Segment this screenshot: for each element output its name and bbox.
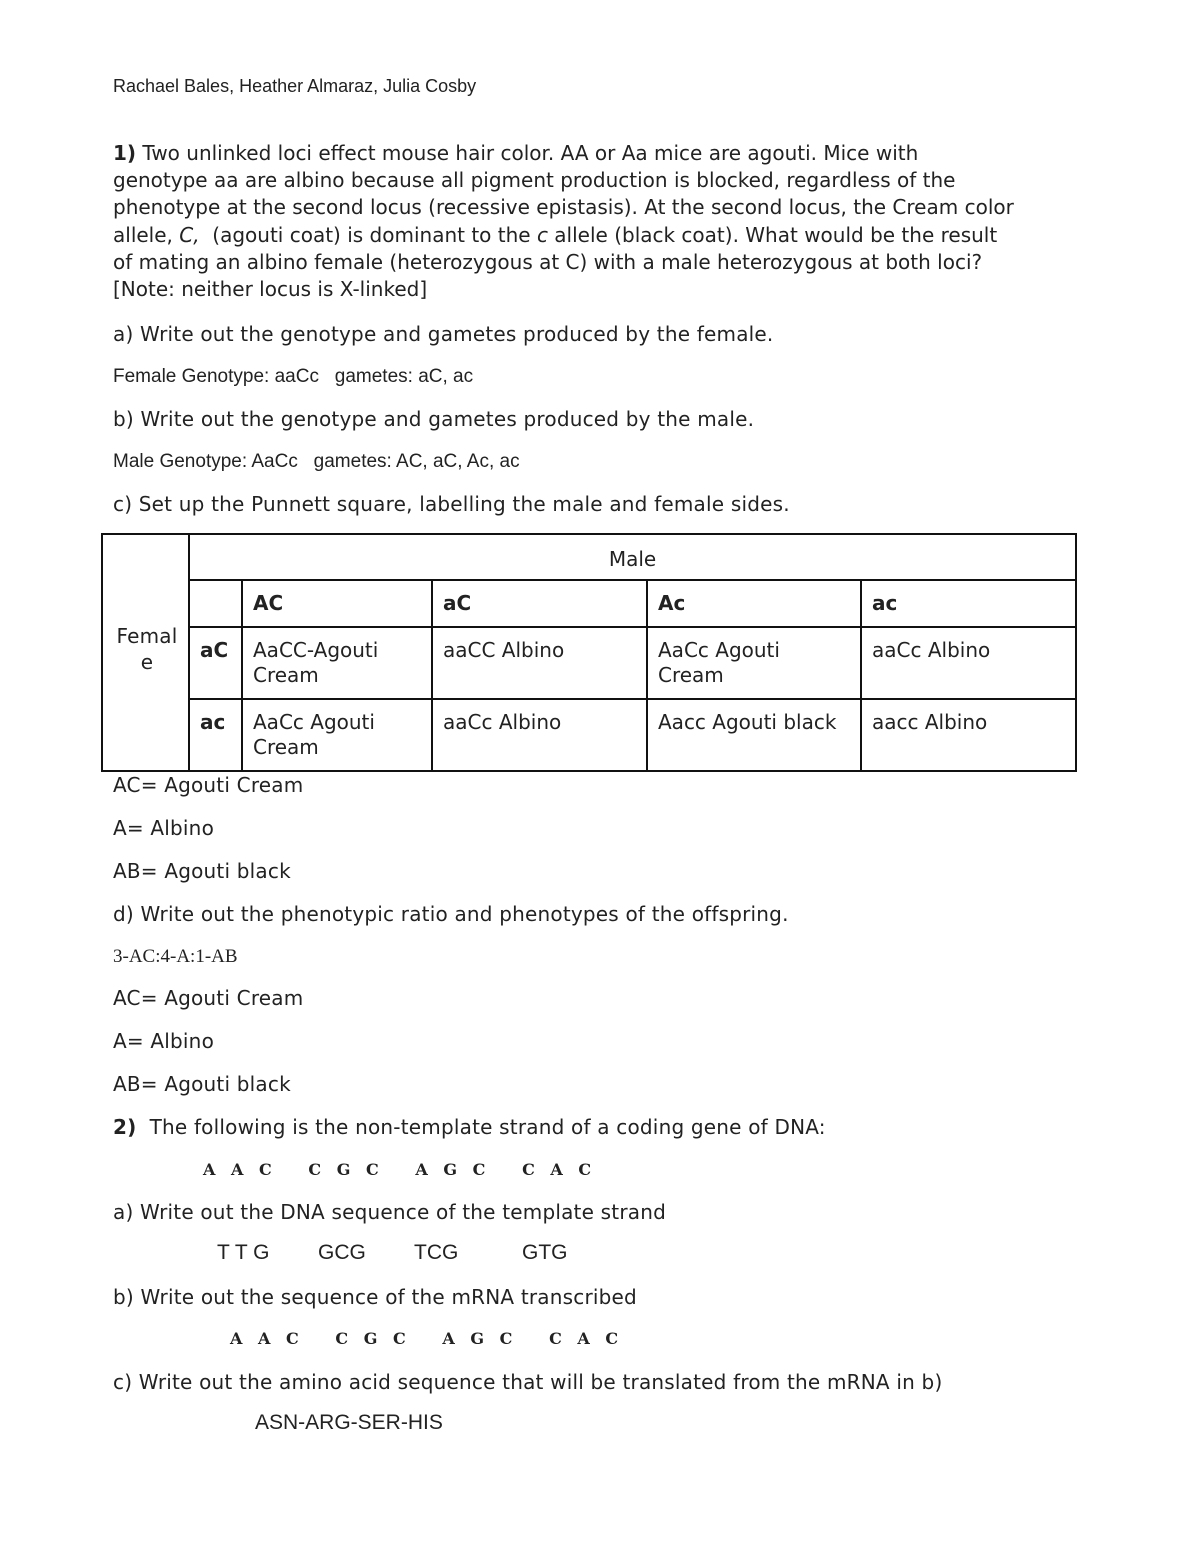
q1-a-prompt: a) Write out the genotype and gametes produced by the female. bbox=[113, 322, 774, 346]
mrna-sequence: A A C C G C A G C C A C bbox=[230, 1329, 624, 1348]
q1-b-answer: Male Genotype: AaCc gametes: AC, aC, Ac, ac bbox=[113, 451, 520, 472]
authors: Rachael Bales, Heather Almaraz, Julia Cosby bbox=[113, 76, 477, 96]
female-gamete-aC: aC bbox=[188, 626, 243, 700]
key-line: AB= Agouti black bbox=[113, 859, 291, 883]
q1-b-prompt: b) Write out the genotype and gametes produced by the male. bbox=[113, 407, 755, 431]
key-line: AB= Agouti black bbox=[113, 1072, 291, 1096]
question-number: 1) bbox=[113, 141, 137, 165]
template-codon: TCG bbox=[414, 1241, 459, 1264]
q1-d-prompt: d) Write out the phenotypic ratio and phenotypes of the offspring. bbox=[113, 902, 789, 926]
dna-strand: A A C C G C A G C C A C bbox=[203, 1160, 597, 1179]
key-line: AC= Agouti Cream bbox=[113, 986, 304, 1010]
punnett-cell: aaCC Albino bbox=[431, 626, 648, 700]
female-gamete-ac: ac bbox=[188, 698, 243, 772]
male-gamete-aC: aC bbox=[431, 579, 648, 628]
question-number: 2) bbox=[113, 1115, 137, 1139]
punnett-cell: AaCC-Agouti Cream bbox=[241, 626, 433, 700]
q2-a-prompt: a) Write out the DNA sequence of the template strand bbox=[113, 1200, 666, 1224]
female-label: Femal e bbox=[116, 624, 178, 674]
male-header: Male bbox=[188, 533, 1077, 581]
amino-acid-sequence: ASN-ARG-SER-HIS bbox=[255, 1411, 443, 1434]
template-codon: T T G bbox=[217, 1241, 270, 1264]
q1-c-prompt: c) Set up the Punnett square, labelling the male and female sides. bbox=[113, 492, 790, 516]
punnett-cell: aaCc Albino bbox=[431, 698, 648, 772]
male-gamete-ac: ac bbox=[860, 579, 1077, 628]
question-2-text: 2) The following is the non-template strand of a coding gene of DNA: bbox=[113, 1115, 826, 1139]
male-gamete-Ac: Ac bbox=[646, 579, 862, 628]
template-codon: GCG bbox=[318, 1241, 366, 1264]
punnett-cell: AaCc Agouti Cream bbox=[646, 626, 862, 700]
q2-b-prompt: b) Write out the sequence of the mRNA transcribed bbox=[113, 1285, 637, 1309]
question-1-text: 1) Two unlinked loci effect mouse hair color. AA or Aa mice are agouti. Mice with genotype aa are albino because all pigment production is blocked, regardless of the phenotype at the second locus (recessive epistasis). At the second locus, the Cream color allele, C, (agouti coat) is dominant to the c allele (black coat). What would be the result of mating an albino female (heterozygous at C) with a male heterozygous at both loci? [Note: neither locus is X-linked] bbox=[113, 141, 1014, 302]
key-line: A= Albino bbox=[113, 816, 214, 840]
q1-a-answer: Female Genotype: aaCc gametes: aC, ac bbox=[113, 366, 474, 387]
punnett-cell: AaCc Agouti Cream bbox=[241, 698, 433, 772]
key-line: A= Albino bbox=[113, 1029, 214, 1053]
punnett-cell: aacc Albino bbox=[860, 698, 1077, 772]
corner-cell bbox=[188, 579, 243, 628]
male-gamete-AC: AC bbox=[241, 579, 433, 628]
template-codon: GTG bbox=[522, 1241, 568, 1264]
q2-c-prompt: c) Write out the amino acid sequence that will be translated from the mRNA in b) bbox=[113, 1370, 943, 1394]
punnett-cell: Aacc Agouti black bbox=[646, 698, 862, 772]
key-line: AC= Agouti Cream bbox=[113, 773, 304, 797]
punnett-cell: aaCc Albino bbox=[860, 626, 1077, 700]
phenotypic-ratio: 3-AC:4-A:1-AB bbox=[113, 946, 238, 967]
